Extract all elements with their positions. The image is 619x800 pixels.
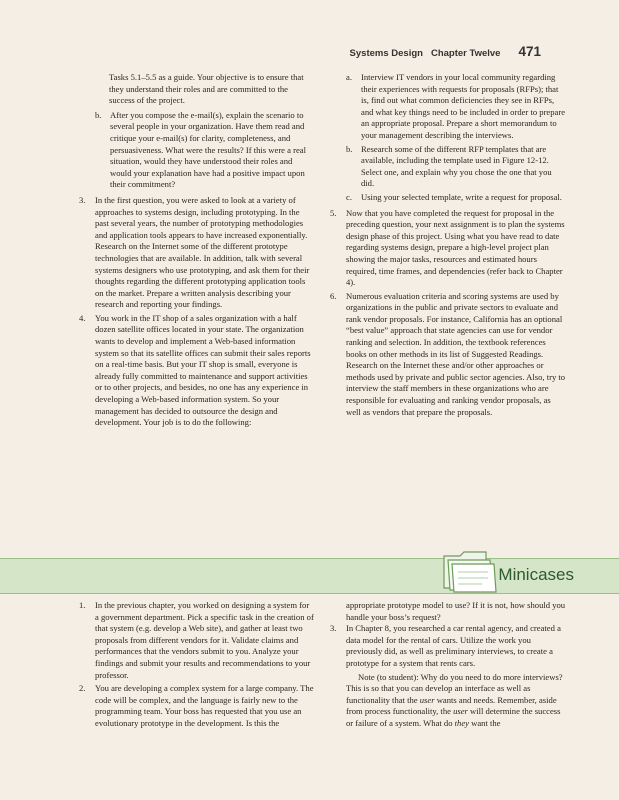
minicases-right-column	[330, 600, 566, 730]
right-column	[330, 72, 566, 420]
exercise-item-5	[330, 208, 566, 289]
exercise-item-6	[330, 291, 566, 419]
item-label: 3.	[79, 194, 86, 205]
item-label: 6.	[330, 290, 337, 301]
continuation-paragraph: Tasks 5.1–5.5 as a guide. Your objective is to ensure that they understand their roles and are committed to the success of the project.	[109, 72, 304, 106]
item-label: c.	[346, 191, 352, 202]
item-label: b.	[346, 143, 353, 154]
left-column	[79, 72, 315, 431]
minicase-item-2-continued: appropriate prototype model to use? If it is not, how should you handle your boss’s request?	[346, 600, 566, 622]
chapter-title: Chapter Twelve	[430, 48, 501, 59]
minicase-item-2	[79, 683, 315, 729]
item-text: After you compose the e-mail(s), explain the scenario to several people in your organization. Have them read and critique your e-mail(s) for clarity, completeness, and persuasiveness. What were the results? If this were a real situation, would they have understood their roles and would your explanation have had a positive impact upon their commitment?	[110, 109, 306, 190]
item-text: Now that you have completed the request for proposal in the preceding question, your next assignment is to plan the systems design phase of this project. Using what you have read to date regarding systems design, prepare a high-level project plan showing the major tasks, resources and estimated hours required, time frames, and dependencies (refer back to Chapter 4).	[346, 207, 565, 288]
item-label: 4.	[79, 312, 86, 323]
item-text: In the first question, you were asked to look at a variety of approaches to systems design, including prototyping. In the past several years, the number of prototyping methodologies and application tools appears to have increased exponentially. Research on the Internet some of the different prototype technologies that are available. In addition, talk with several systems designers who use prototyping, and ask them for their thoughts regarding the different prototyping application tools on the market. Prepare a written analysis describing your research and reporting your findings.	[95, 194, 310, 310]
page-number: 471	[518, 44, 541, 59]
item-label: b.	[95, 109, 102, 120]
note-text: Note (to student): Why do you need to do more interviews? This is so that you can develop an interface as well as functionality that the	[346, 671, 563, 705]
minicase-item-3	[330, 623, 566, 669]
item-label: 2.	[79, 683, 86, 694]
item-text: You are developing a complex system for a large company. The code will be complex, and the language is fairly new to the programming team. Your boss has requested that you use an evolutionary prototype in the development. Is this the	[95, 683, 314, 728]
minicase-item-1	[79, 600, 315, 681]
note-text: will determine the success or failure of a system. What do	[346, 706, 561, 728]
item-label: 1.	[79, 600, 86, 610]
running-header	[350, 44, 541, 59]
minicases-heading: Minicases	[498, 565, 574, 584]
item-text: Numerous evaluation criteria and scoring systems are used by organizations in the public and private sectors to evaluate and rank vendor proposals. For instance, California has an optional “best value” approach that state agencies can use for vendor ranking and selection. In addition, the textbook references books on other methods in its list of Suggested Readings. Research on the Internet these and/or other approaches or methods used by private and public sector agencies. Also, try to interview the staff members in these organizations who are responsible for evaluating and ranking vendor proposals, as well as vendors that prepare the proposals.	[346, 290, 566, 417]
item-text: In Chapter 8, you researched a car rental agency, and created a data model for the rental of cars. Utilize the work you previously did, as well as preliminary interviews, to create a prototype for a system that rents cars.	[346, 623, 561, 668]
item-label: 5.	[330, 207, 337, 218]
item-label: 3.	[330, 623, 337, 634]
student-note	[330, 672, 566, 730]
exercise-item-b	[79, 110, 315, 191]
note-text: wants and needs. Remember, aside from process functionality, the	[346, 694, 557, 717]
item-text: Using your selected template, write a request for proposal.	[361, 191, 562, 202]
item-label: a.	[346, 72, 352, 82]
note-emphasis: they	[454, 717, 469, 728]
item-text: In the previous chapter, you worked on designing a system for a government department. Pick a specific task in the creation of that system (e.g. develop a Web site), and gather at least two proposals from different vendors for it. Validate claims and performances that the vendors submit to you. Analyze your findings and submit your results and recommendations to your professor.	[95, 600, 314, 680]
item-text: You work in the IT shop of a sales organization with a half dozen satellite offices located in your state. The organization wants to develop and implement a Web-based information system so that its satellite offices can submit their sales reports on a real-time basis. But your IT shop is small, everyone is already fully committed to maintenance and support activities or to other projects, and besides, no one has any experience in developing a Web-based information system. So your management has decided to outsource the design and development. Your job is to do the following:	[95, 312, 311, 428]
minicases-left-column	[79, 600, 315, 732]
note-emphasis: user	[453, 706, 468, 717]
folder-icon	[438, 548, 498, 594]
note-text: want the	[469, 717, 501, 728]
exercise-item-a	[330, 72, 566, 142]
exercise-item-3	[79, 195, 315, 311]
exercise-item-b	[330, 144, 566, 190]
exercise-item-4	[79, 313, 315, 429]
item-text: Interview IT vendors in your local community regarding their experiences with requests for proposals (RFPs); that is, find out what common deficiencies they see in RFPs, and what key things need to be included in order to prepare an appropriate proposal. Prepare a short memorandum to your management describing the interviews.	[361, 72, 566, 140]
note-emphasis: user	[419, 694, 435, 705]
exercise-item-c	[330, 192, 566, 204]
item-text: Research some of the different RFP templates that are available, including the template used in Figure 12-12. Select one, and explain why you chose the one that you did.	[361, 143, 552, 189]
section-title: Systems Design	[349, 48, 423, 59]
